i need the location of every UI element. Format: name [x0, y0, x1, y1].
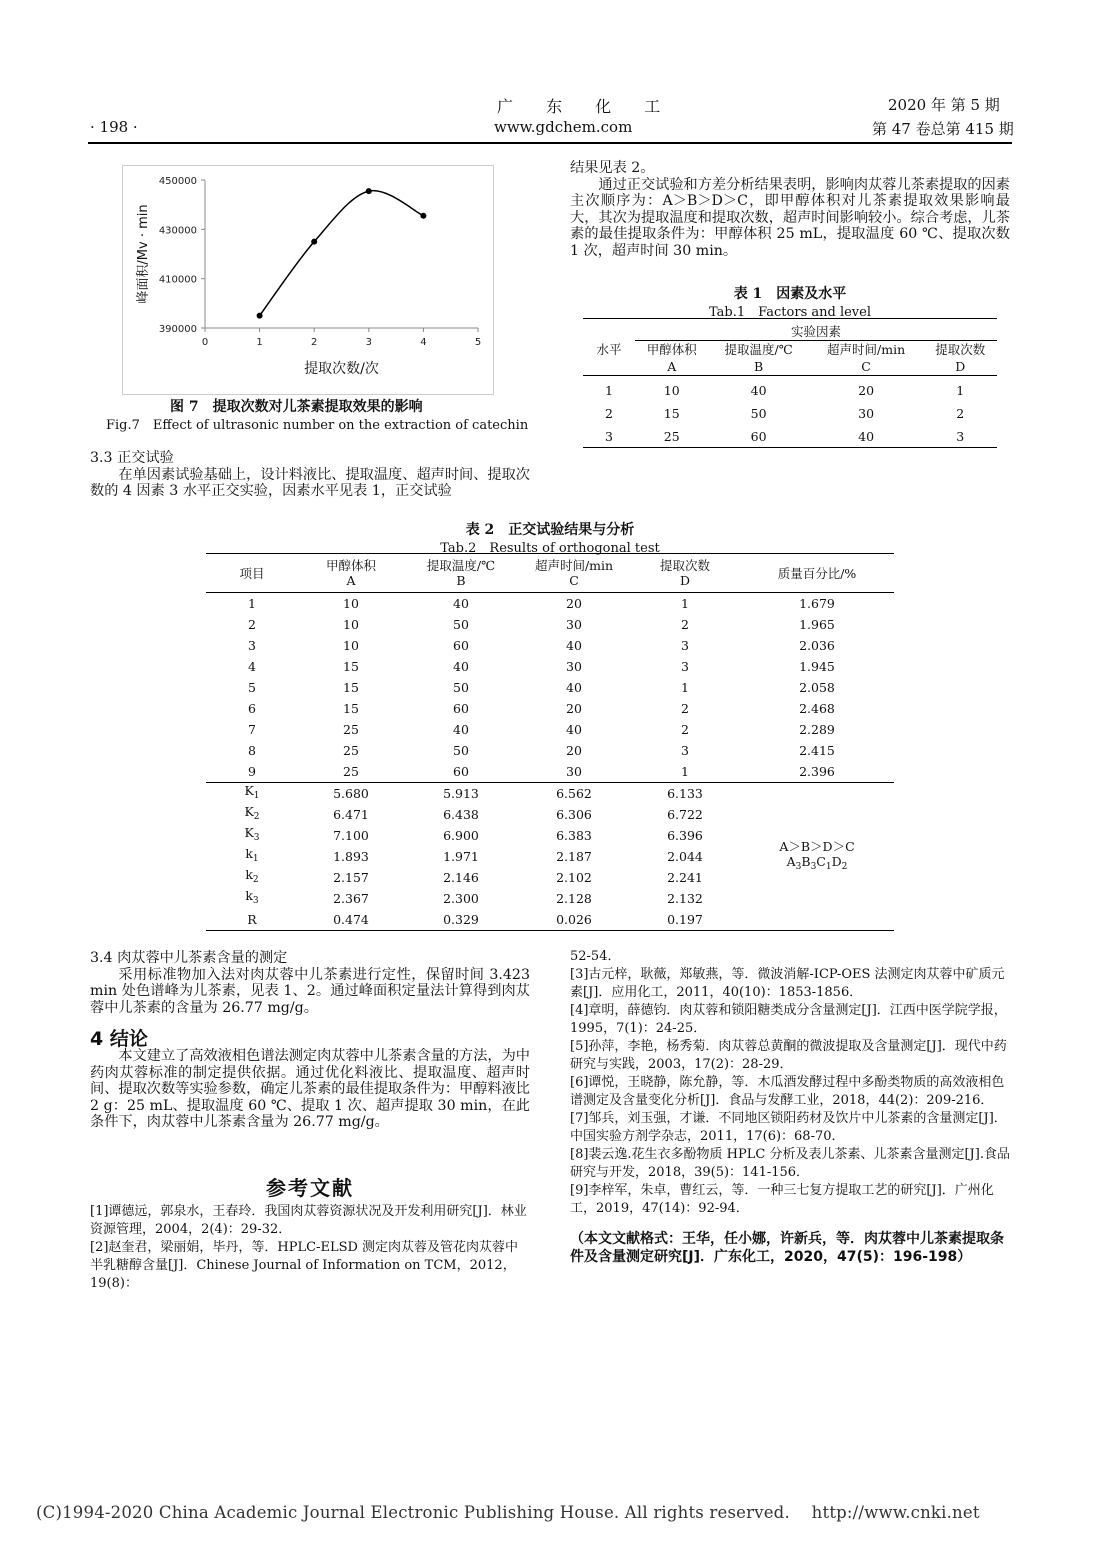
- section4-body: 本文建立了高效液相色谱法测定肉苁蓉中儿茶素含量的方法，为中药肉苁蓉标准的制定提供依据。通过优化料液比、提取温度、超声时间、提取次数等实验参数，确定儿茶素的最佳提取条件为：甲醇料液比 2 g：25 mL、提取温度 60 ℃、提取 1 次、超声提取 30 min，在此条件下，肉苁蓉中儿茶素含量为 26.77 mg/g。: [90, 1048, 530, 1130]
- x-tick-label: 2: [311, 337, 318, 348]
- table1-factor-code: B: [753, 359, 764, 374]
- table1-cell: 3: [956, 429, 965, 444]
- table2-cell: 5.680: [333, 786, 369, 801]
- x-tick-label: 3: [365, 337, 372, 348]
- table2-analysis-label: $K_2$: [244, 804, 260, 822]
- series-line: [260, 191, 424, 316]
- reference-item: [6]谭悦，王晓静，陈允静，等．木瓜酒发酵过程中多酚类物质的高效液相色谱测定及含量变化分析[J]．食品与发酵工业，2018，44(2)：209-216．: [570, 1075, 1005, 1108]
- table1-factor-name: 提取次数: [935, 342, 986, 357]
- page-number: · 198 ·: [90, 118, 138, 136]
- table2-cell: 40: [566, 638, 582, 653]
- table2-title-cn: 表 2 正交试验结果与分析: [465, 522, 635, 538]
- table2-row: [206, 656, 894, 677]
- table1-cell: 60: [750, 429, 767, 444]
- table2-cell: 8: [248, 743, 256, 758]
- table2-cell: 1: [681, 680, 689, 695]
- table2-cell: 1.965: [799, 617, 835, 632]
- table2-cell: 3: [681, 743, 689, 758]
- table2-cell: 3: [681, 659, 689, 674]
- data-point: [257, 313, 263, 319]
- table1-factor-code: C: [861, 359, 871, 374]
- table2-cell: 6.471: [333, 807, 369, 822]
- table2-cell: 1.971: [443, 849, 479, 864]
- table2-cell: 25: [343, 722, 359, 737]
- table2-cell: 15: [343, 659, 359, 674]
- table2-cell: 3: [681, 638, 689, 653]
- references-title: 参考文献: [266, 1176, 354, 1200]
- reference-item: [1]谭德远，郭泉水，王春玲．我国肉苁蓉资源状况及开发利用研究[J]．林业资源管理，2004，2(4)：29-32．: [90, 1204, 527, 1237]
- table1-cell: 2: [956, 406, 965, 421]
- table1-row: [583, 405, 997, 422]
- table2-row: [206, 698, 894, 719]
- y-axis-label: 峰面积/Mv · min: [136, 204, 151, 304]
- table2-row: [206, 593, 894, 615]
- table2-cell: 40: [453, 659, 469, 674]
- table2-cell: 60: [453, 764, 469, 779]
- y-tick-label: 390000: [158, 324, 197, 335]
- conclusion-combo: $A_3B_3C_1D_2$: [786, 853, 848, 872]
- x-tick-label: 1: [256, 337, 263, 348]
- table2-cell: 20: [566, 743, 582, 758]
- x-tick-label: 0: [201, 337, 209, 348]
- table2-cell: 2.468: [799, 701, 835, 716]
- data-point: [366, 188, 372, 194]
- table2-cell: 2.132: [667, 891, 703, 906]
- section33-title: 3.3 正交试验: [90, 450, 174, 466]
- table2-row: [206, 761, 894, 783]
- table2-cell: 30: [566, 617, 582, 632]
- table2-cell: 2: [681, 701, 689, 716]
- table2-cell: 10: [343, 638, 359, 653]
- table2-cell: 6.383: [556, 828, 592, 843]
- table2-cell: 60: [453, 701, 469, 716]
- table2-analysis-label: $K_1$: [244, 783, 260, 801]
- journal-name: 广 东 化 工: [497, 97, 675, 116]
- table2-cell: 7: [248, 722, 256, 737]
- issue-label: 2020 年 第 5 期: [888, 96, 1000, 114]
- table2-cell: 6.306: [556, 807, 592, 822]
- table2-cell: 10: [343, 596, 359, 611]
- table2-cell: 2.187: [556, 849, 592, 864]
- table2-analysis-label: $k_2$: [245, 867, 259, 885]
- table2-cell: 2.102: [556, 870, 592, 885]
- table2-cell: 2.058: [799, 680, 835, 695]
- table1-cell: 30: [858, 406, 875, 421]
- table2-cell: 6: [248, 701, 256, 716]
- table2-cell: 2.044: [667, 849, 703, 864]
- table2-cell: 2: [681, 617, 689, 632]
- y-tick-label: 410000: [158, 274, 197, 286]
- table2-cell: 40: [453, 722, 469, 737]
- table2-cell: 4: [248, 659, 256, 674]
- table2-cell: 30: [566, 764, 582, 779]
- y-tick-label: 450000: [158, 176, 197, 187]
- table2-cell: 10: [343, 617, 359, 632]
- table2-header: 提取次数 D: [659, 558, 710, 588]
- table2-analysis-label: R: [247, 912, 257, 927]
- table2-cell: 9: [248, 764, 256, 779]
- section34-body: 采用标准物加入法对肉苁蓉中儿茶素进行定性，保留时间 3.423 min 处色谱峰为儿茶素，见表 1、2。通过峰面积定量法计算得到肉苁蓉中儿茶素的含量为 26.77 mg/g。: [90, 966, 530, 1016]
- table2-cell: 25: [343, 764, 359, 779]
- table2-cell: 1.945: [799, 659, 835, 674]
- table1-level-header: 水平: [596, 341, 622, 357]
- table1: [583, 318, 997, 448]
- citation-format: （本文文献格式：王华，任小娜，许新兵，等．肉苁蓉中儿茶素提取条件及含量测定研究[J]．广东化工，2020，47(5)：196-198）: [570, 1231, 1004, 1265]
- table2-cell: 60: [453, 638, 469, 653]
- data-point: [420, 213, 426, 219]
- journal-website[interactable]: www.gdchem.com: [494, 118, 633, 136]
- table1-factor-code: A: [667, 359, 677, 374]
- table2-cell: 50: [453, 617, 469, 632]
- volume-label: 第 47 卷总第 415 期: [872, 120, 1014, 138]
- section4-title: 4 结论: [90, 1028, 148, 1050]
- table2-cell: 5: [248, 680, 256, 695]
- table1-factor-name: 甲醇体积: [646, 342, 697, 357]
- table2-conclusion: [740, 783, 894, 931]
- data-point: [311, 239, 317, 245]
- x-tick-label: 5: [474, 337, 482, 348]
- reference-item: [2]赵奎君，梁丽娟，毕丹，等．HPLC-ELSD 测定肉苁蓉及管花肉苁蓉中半乳糖醇含量[J]．Chinese Journal of Information on TCM，2012，19(8)：: [90, 1240, 519, 1291]
- table2-cell: 2.146: [443, 870, 479, 885]
- table1-factor-name: 提取温度/℃: [724, 342, 793, 357]
- copyright-footer: (C)1994-2020 China Academic Journal Electronic Publishing House. All rights reserved. http://www.cnki.net: [36, 1503, 980, 1522]
- y-tick-label: 430000: [158, 225, 197, 237]
- table1-cell: 15: [663, 406, 680, 421]
- table2-header: 超声时间/min C: [534, 558, 614, 588]
- table2-cell: 6.562: [556, 786, 592, 801]
- table2-cell: 2.241: [667, 870, 703, 885]
- table1-cell: 3: [605, 429, 613, 444]
- reference-item: [8]裴云逸.花生衣多酚物质 HPLC 分析及表儿茶素、儿茶素含量测定[J].食品研究与开发，2018，39(5)：141-156．: [570, 1147, 1010, 1180]
- table1-group-header: 实验因素: [635, 323, 997, 341]
- table2-cell: 30: [566, 659, 582, 674]
- conclusion-order: A＞B＞D＞C: [779, 838, 855, 854]
- table2-cell: 7.100: [333, 828, 369, 843]
- table2-cell: 1.679: [799, 596, 835, 611]
- table2-cell: 20: [566, 596, 582, 611]
- table2-title-en: Tab.2 Results of orthogonal test: [440, 541, 660, 556]
- table2-cell: 25: [343, 743, 359, 758]
- figure7-frame: [122, 165, 494, 395]
- table2-cell: 40: [453, 596, 469, 611]
- table1-factor-code: D: [955, 359, 966, 374]
- header-rule: [88, 142, 1012, 144]
- table2-row: [206, 740, 894, 761]
- table2-row: [206, 635, 894, 656]
- reference-cont: 52-54．: [570, 949, 621, 964]
- table1-row: [583, 428, 997, 445]
- table1-row: [583, 382, 997, 399]
- table2-header: 提取温度/℃ B: [426, 558, 496, 588]
- table2-cell: 1: [248, 596, 256, 611]
- table2-analysis-label: $k_1$: [245, 846, 259, 864]
- table1-cell: 20: [858, 383, 875, 398]
- table2-cell: 40: [566, 680, 582, 695]
- table2-cell: 6.133: [667, 786, 703, 801]
- table2-cell: 6.438: [443, 807, 479, 822]
- table1-cell: 2: [605, 406, 613, 421]
- table2-cell: 5.913: [443, 786, 479, 801]
- table2-cell: 2: [681, 722, 689, 737]
- table2-cell: 2.128: [556, 891, 592, 906]
- table2-cell: 40: [566, 722, 582, 737]
- results-cont: 结果见表 2。: [570, 160, 655, 176]
- table1-cell: 10: [663, 383, 680, 398]
- table2-cell: 6.396: [667, 828, 703, 843]
- table1-title-en: Tab.1 Factors and level: [709, 305, 871, 320]
- figure7-chart: [123, 166, 493, 394]
- table2-row: [206, 719, 894, 740]
- table2-cell: 0.329: [443, 912, 479, 927]
- table2-cell: 0.197: [667, 912, 703, 927]
- reference-item: [3]古元梓，耿薇，郑敏燕，等．微波消解-ICP-OES 法测定肉苁蓉中矿质元素[J]．应用化工，2011，40(10)：1853-1856．: [570, 967, 1005, 1000]
- table2-cell: 1: [681, 596, 689, 611]
- table1-cell: 50: [750, 406, 767, 421]
- analysis-paragraph: 通过正交试验和方差分析结果表明，影响肉苁蓉儿茶素提取的因素主次顺序为：A＞B＞D＞C，即甲醇体积对儿茶素提取效果影响最大，其次为提取温度和提取次数，超声时间影响较小。综合考虑，儿茶素的最佳提取条件为：甲醇体积 25 mL，提取温度 60 ℃、提取次数 1 次，超声时间 30 min。: [570, 176, 1010, 259]
- table2-row: [206, 677, 894, 698]
- x-tick-label: 4: [420, 337, 427, 348]
- table1-cell: 1: [956, 383, 965, 398]
- table2-cell: 1.893: [333, 849, 369, 864]
- table2-analysis-row: [206, 783, 894, 805]
- figure7-caption-cn: 图 7 提取次数对儿茶素提取效果的影响: [170, 399, 423, 415]
- reference-item: [7]邹兵，刘玉强，才谦．不同地区锁阳药材及饮片中儿茶素的含量测定[J]．中国实验方剂学杂志，2011，17(6)：68-70．: [570, 1111, 1007, 1144]
- reference-item: [4]章明，薛德钧．肉苁蓉和锁阳糖类成分含量测定[J]．江西中医学院学报，1995，7(1)：24-25．: [570, 1003, 1007, 1036]
- table2-cell: 6.722: [667, 807, 703, 822]
- table2-cell: 0.474: [333, 912, 369, 927]
- table2-cell: 2.036: [799, 638, 835, 653]
- figure7-caption-en: Fig.7 Effect of ultrasonic number on the extraction of catechin: [106, 418, 529, 433]
- table2-analysis-label: $k_3$: [245, 888, 259, 906]
- table1-title-cn: 表 1 因素及水平: [733, 286, 847, 302]
- table2-cell: 2.289: [799, 722, 835, 737]
- table2-cell: 2.157: [333, 870, 369, 885]
- table2-cell: 20: [566, 701, 582, 716]
- table2-cell: 50: [453, 680, 469, 695]
- table1-cell: 25: [663, 429, 680, 444]
- table2-cell: 50: [453, 743, 469, 758]
- table2-header: 项目: [239, 565, 265, 581]
- section34-title: 3.4 肉苁蓉中儿茶素含量的测定: [90, 950, 288, 966]
- reference-item: [5]孙萍，李艳，杨秀菊．肉苁蓉总黄酮的微波提取及含量测定[J]．现代中药研究与实践，2003，17(2)：28-29．: [570, 1039, 1007, 1072]
- table2-analysis-label: $K_3$: [244, 825, 260, 843]
- table2-row: [206, 614, 894, 635]
- table1-cell: 40: [858, 429, 875, 444]
- table2-cell: 2.415: [799, 743, 835, 758]
- table2-cell: 2.396: [799, 764, 835, 779]
- table2-cell: 3: [248, 638, 256, 653]
- table2-cell: 0.026: [556, 912, 592, 927]
- table1-factor-name: 超声时间/min: [827, 342, 906, 357]
- table2-cell: 6.900: [443, 828, 479, 843]
- table2-header: 质量百分比/%: [777, 565, 857, 581]
- table2: [206, 553, 894, 931]
- table2-cell: 2.300: [443, 891, 479, 906]
- reference-item: [9]李梓军，朱卓，曹红云，等．一种三七复方提取工艺的研究[J]．广州化工，2019，47(14)：92-94．: [570, 1183, 994, 1216]
- table1-cell: 1: [605, 383, 613, 398]
- table2-header: 甲醇体积 A: [325, 558, 376, 588]
- table2-cell: 15: [343, 680, 359, 695]
- table2-cell: 2: [248, 617, 256, 632]
- table2-cell: 15: [343, 701, 359, 716]
- table2-cell: 2.367: [333, 891, 369, 906]
- table2-cell: 1: [681, 764, 689, 779]
- x-axis-label: 提取次数/次: [304, 361, 379, 377]
- section33-paragraph: 在单因素试验基础上，设计料液比、提取温度、超声时间、提取次数的 4 因素 3 水平正交实验，因素水平见表 1，正交试验: [90, 466, 530, 499]
- table1-cell: 40: [750, 383, 767, 398]
